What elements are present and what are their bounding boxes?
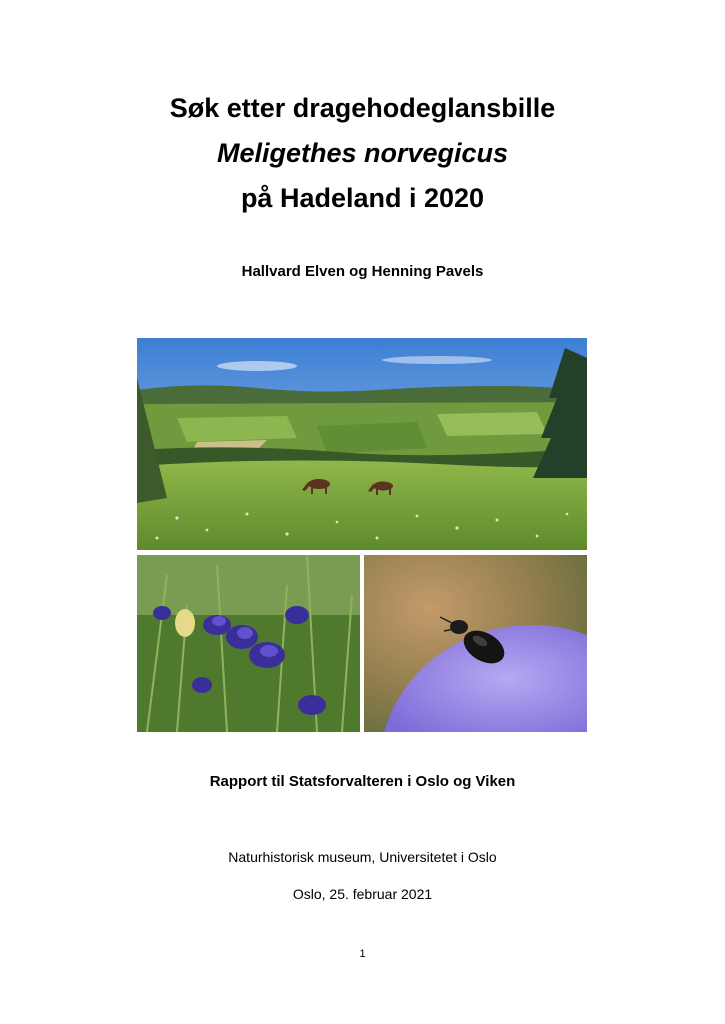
beetle-on-flower-photo xyxy=(364,555,587,732)
report-title xyxy=(0,86,725,221)
institution: Naturhistorisk museum, Universitetet i Oslo xyxy=(228,849,497,865)
page-number: 1 xyxy=(359,948,366,960)
authors: Hallvard Elven og Henning Pavels xyxy=(241,263,484,280)
place-date: Oslo, 25. februar 2021 xyxy=(292,886,433,902)
dragonhead-flowers-photo xyxy=(137,555,360,732)
title-line-3: på Hadeland i 2020 xyxy=(240,183,485,213)
report-recipient: Rapport til Statsforvalteren i Oslo og Viken xyxy=(209,773,516,790)
title-species-name: Meligethes norvegicus xyxy=(216,138,509,168)
title-line-1: Søk etter dragehodeglansbille xyxy=(169,93,556,123)
landscape-photo xyxy=(137,338,587,550)
